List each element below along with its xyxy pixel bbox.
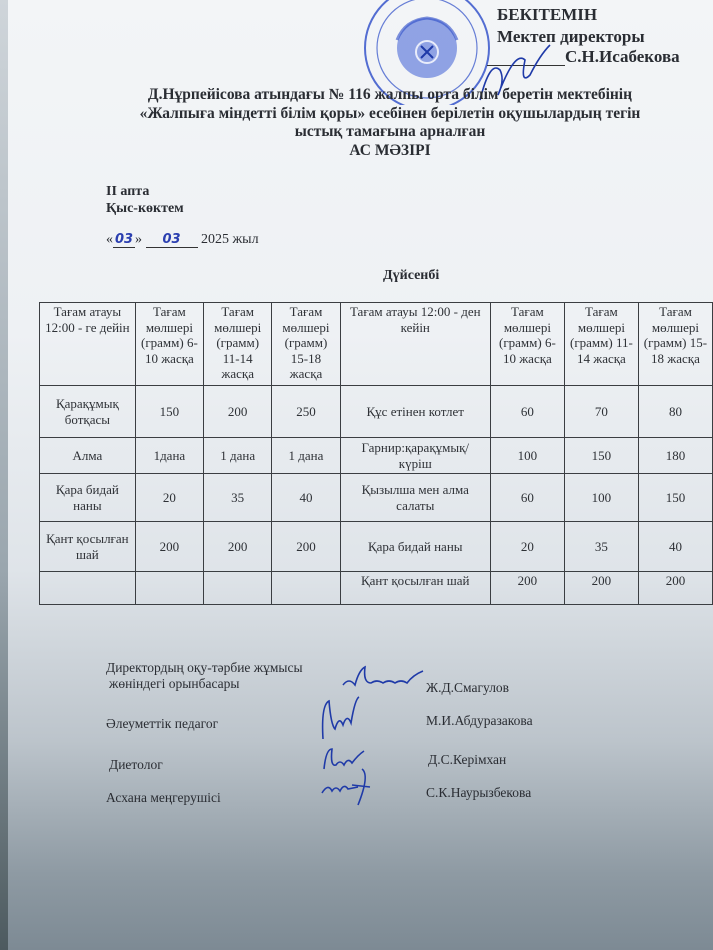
table-cell: [135, 572, 203, 605]
table-cell: 150: [135, 386, 203, 438]
header-cell: Тағам мөлшері (грамм) 6-10 жасқа: [135, 303, 203, 386]
season-label: Қыс-көктем: [106, 201, 184, 216]
table-cell: Қант қосылған шай: [340, 572, 490, 605]
table-cell: 35: [564, 522, 638, 572]
table-cell: [40, 572, 136, 605]
table-cell: [272, 572, 340, 605]
header-cell: Тағам мөлшері (грамм) 11-14 жасқа: [564, 303, 638, 386]
table-row: [40, 386, 713, 438]
table-cell: Қант қосылған шай: [40, 522, 136, 572]
table-cell: 150: [638, 474, 712, 522]
date-close-quote: »: [135, 232, 142, 247]
table-cell: Гарнир:қарақұмық/ күріш: [340, 438, 490, 474]
table-cell: 200: [135, 522, 203, 572]
signature-row: [106, 757, 163, 773]
approval-position: Мектеп директоры: [497, 27, 645, 46]
header-cell: Тағам мөлшері (грамм) 15-18 жасқа: [638, 303, 712, 386]
week-label: II апта: [106, 184, 150, 199]
table-row: [40, 522, 713, 572]
table-cell: 180: [638, 438, 712, 474]
signature-role: Асхана меңгерушісі: [106, 790, 221, 805]
table-row: [40, 438, 713, 474]
table-cell: 40: [272, 474, 340, 522]
header-cell: Тағам атауы 12:00 - ге дейін: [40, 303, 136, 386]
deputy-signature-icon: [335, 665, 425, 695]
table-cell: 60: [490, 474, 564, 522]
signature-row: [106, 716, 218, 732]
table-cell: 200: [272, 522, 340, 572]
table-cell: 250: [272, 386, 340, 438]
header-cell: Тағам мөлшері (грамм) 15-18 жасқа: [272, 303, 340, 386]
signature-role: Директордың оқу-тәрбие жұмысы: [106, 660, 303, 675]
signature-role: Диетолог: [109, 757, 163, 772]
table-cell: Құс етінен котлет: [340, 386, 490, 438]
title-line-1: Д.Нұрпейісова атындағы № 116 жалпы орта білім беретін мектебінің: [147, 86, 633, 103]
table-cell: 70: [564, 386, 638, 438]
table-row: [40, 474, 713, 522]
table-header-row: [40, 303, 713, 386]
table-cell: 20: [490, 522, 564, 572]
table-cell: 100: [564, 474, 638, 522]
table-cell: 1 дана: [272, 438, 340, 474]
social-pedagogue-signature-icon: [315, 695, 365, 743]
signature-name: С.К.Наурызбекова: [426, 785, 532, 800]
menu-meta: [106, 183, 184, 217]
title-line-4: АС МӘЗІРІ: [349, 141, 431, 159]
header-cell: Тағам мөлшері (грамм) 6-10 жасқа: [490, 303, 564, 386]
table-cell: 150: [564, 438, 638, 474]
date-day: 03: [114, 232, 134, 247]
signature-name: М.И.Абдуразакова: [426, 713, 533, 728]
menu-table: [39, 302, 713, 605]
signature-name: Д.С.Керімхан: [428, 752, 507, 767]
table-cell: 80: [638, 386, 712, 438]
table-cell: Қарақұмық ботқасы: [40, 386, 136, 438]
table-cell: 60: [490, 386, 564, 438]
table-cell: 40: [638, 522, 712, 572]
signature-role: Әлеуметтік педагог: [106, 716, 219, 731]
table-cell: 1 дана: [204, 438, 272, 474]
table-cell: Алма: [40, 438, 136, 474]
table-cell: [204, 572, 272, 605]
signature-name: Ж.Д.Смагулов: [426, 680, 510, 695]
signature-row: [106, 790, 221, 806]
approval-heading: БЕКІТЕМІН: [497, 5, 598, 24]
header-cell: Тағам мөлшері (грамм) 11-14 жасқа: [204, 303, 272, 386]
date-year: 2025: [201, 232, 229, 247]
title-line-2: «Жалпыға міндетті білім қоры» есебінен берілетін оқушылардың тегін: [139, 104, 641, 122]
document-title: [100, 86, 680, 160]
table-cell: 200: [638, 572, 712, 605]
table-cell: 200: [564, 572, 638, 605]
canteen-head-signature-icon: [318, 765, 378, 810]
table-cell: 1дана: [135, 438, 203, 474]
date-month: 03: [146, 232, 198, 248]
signature-role-cont: жөніндегі орынбасары: [109, 676, 240, 691]
table-cell: 200: [490, 572, 564, 605]
approval-name: С.Н.Исабекова: [565, 47, 680, 66]
table-cell: 200: [204, 386, 272, 438]
signature-row: [106, 660, 303, 692]
table-cell: Қара бидай наны: [340, 522, 490, 572]
date-open-quote: «: [106, 232, 113, 247]
header-cell: Тағам атауы 12:00 - ден кейін: [340, 303, 490, 386]
table-cell: Қара бидай наны: [40, 474, 136, 522]
table-cell: 20: [135, 474, 203, 522]
date-suffix: жыл: [232, 232, 259, 247]
date-line: [106, 232, 259, 248]
table-cell: 200: [204, 522, 272, 572]
table-row: [40, 572, 713, 605]
day-name: Дүйсенбі: [383, 268, 440, 283]
page-edge-shadow: [0, 0, 8, 950]
table-cell: 100: [490, 438, 564, 474]
table-cell: Қызылша мен алма салаты: [340, 474, 490, 522]
table-cell: 35: [204, 474, 272, 522]
title-line-3: ыстық тамағына арналған: [294, 123, 486, 140]
